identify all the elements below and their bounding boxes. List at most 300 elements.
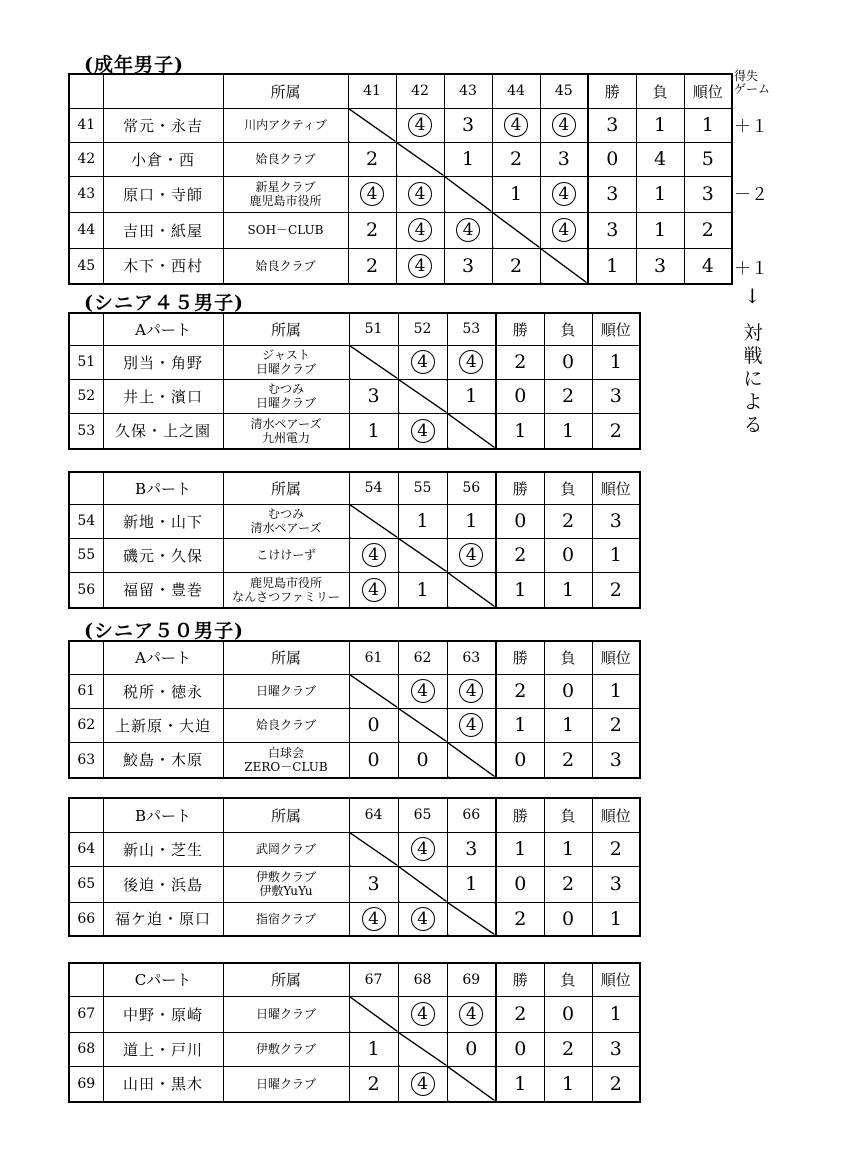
score-win-cell	[540, 212, 588, 248]
game-diff-label-line1: 得失	[734, 69, 759, 83]
wins-value: 2	[496, 538, 544, 572]
player-affiliation	[223, 248, 348, 284]
circled-score: 4	[362, 578, 386, 602]
player-names: 木下・西村	[103, 248, 223, 284]
player-affiliation	[223, 674, 349, 708]
header-part	[103, 74, 223, 108]
affiliation-line: 新星クラブ	[255, 180, 316, 194]
player-names: 税所・徳永	[103, 674, 223, 708]
table-row	[69, 176, 732, 212]
score-win-cell	[398, 345, 447, 379]
player-number: 56	[69, 572, 103, 608]
header-rank: 順位	[684, 74, 732, 108]
self-match-cell	[398, 866, 447, 902]
header-losses: 負	[544, 963, 592, 996]
player-names: 中野・原崎	[103, 996, 223, 1032]
table-row	[69, 902, 640, 936]
self-match-cell	[349, 674, 398, 708]
self-match-cell	[398, 708, 447, 742]
affiliation-line: 武岡クラブ	[255, 842, 316, 856]
circled-score: 4	[459, 713, 483, 737]
rank-value: 1	[684, 108, 732, 142]
losses-value: 0	[544, 902, 592, 936]
affiliation-line: なんさつファミリー	[232, 589, 340, 604]
circled-score: 4	[362, 907, 386, 931]
header-opponent-number: 69	[447, 963, 496, 996]
score-cell: 1	[398, 504, 447, 538]
player-affiliation	[223, 1066, 349, 1102]
header-num-cell	[69, 963, 103, 996]
affiliation-line: 白球会	[267, 745, 304, 760]
player-affiliation	[223, 176, 348, 212]
player-names: 新地・山下	[103, 504, 223, 538]
score-cell: 2	[492, 142, 540, 176]
header-part: Bパート	[103, 798, 223, 832]
player-affiliation	[223, 742, 349, 778]
score-win-cell	[447, 538, 496, 572]
score-cell: 0	[447, 1032, 496, 1066]
score-cell: 1	[349, 413, 398, 449]
header-opponent-number: 68	[398, 963, 447, 996]
header-opponent-number: 67	[349, 963, 398, 996]
table-row	[69, 1032, 640, 1066]
circled-score: 4	[552, 113, 576, 137]
table-row	[69, 379, 640, 413]
affiliation-line: 姶良クラブ	[255, 152, 316, 166]
player-names: 原口・寺師	[103, 176, 223, 212]
player-affiliation	[223, 345, 349, 379]
player-names: 福ケ迫・原口	[103, 902, 223, 936]
table-row	[69, 572, 640, 608]
score-cell: 2	[492, 248, 540, 284]
header-rank: 順位	[592, 798, 640, 832]
header-opponent-number: 66	[447, 798, 496, 832]
rank-value: 2	[592, 572, 640, 608]
rank-value: 3	[592, 742, 640, 778]
score-cell: 1	[349, 1032, 398, 1066]
header-num-cell	[69, 472, 103, 504]
header-num-cell	[69, 798, 103, 832]
wins-value: 1	[496, 1066, 544, 1102]
header-opponent-number: 42	[396, 74, 444, 108]
rank-value: 3	[592, 504, 640, 538]
player-names: 小倉・西	[103, 142, 223, 176]
player-number: 44	[69, 212, 103, 248]
losses-value: 0	[544, 345, 592, 379]
losses-value: 2	[544, 504, 592, 538]
header-part: Bパート	[103, 472, 223, 504]
header-opponent-number: 45	[540, 74, 588, 108]
rank-value: 1	[592, 538, 640, 572]
self-match-cell	[396, 142, 444, 176]
player-number: 52	[69, 379, 103, 413]
player-names: 道上・戸川	[103, 1032, 223, 1066]
self-match-cell	[447, 742, 496, 778]
player-names: 鮫島・木原	[103, 742, 223, 778]
self-match-cell	[349, 345, 398, 379]
self-match-cell	[492, 212, 540, 248]
header-part: Cパート	[103, 963, 223, 996]
header-opponent-number: 53	[447, 313, 496, 345]
score-cell: 1	[447, 866, 496, 902]
player-affiliation	[223, 572, 349, 608]
player-names: 新山・芝生	[103, 832, 223, 866]
circled-score: 4	[552, 182, 576, 206]
score-win-cell	[447, 345, 496, 379]
down-arrow-icon: ↓	[744, 284, 761, 308]
wins-value: 1	[496, 413, 544, 449]
score-win-cell	[396, 176, 444, 212]
circled-score: 4	[411, 679, 435, 703]
affiliation-line: むつみ	[267, 382, 304, 396]
player-affiliation	[223, 413, 349, 449]
score-cell: 2	[349, 1066, 398, 1102]
header-rank: 順位	[592, 963, 640, 996]
tiebreak-char: 対	[743, 322, 763, 344]
header-wins: 勝	[496, 641, 544, 674]
header-num-cell	[69, 641, 103, 674]
player-affiliation	[223, 108, 348, 142]
player-affiliation	[223, 504, 349, 538]
score-cell: 1	[398, 572, 447, 608]
self-match-cell	[398, 379, 447, 413]
wins-value: 3	[588, 176, 636, 212]
score-cell: 1	[447, 504, 496, 538]
affiliation-line: ジャスト	[262, 348, 310, 362]
score-win-cell	[540, 176, 588, 212]
losses-value: 2	[544, 866, 592, 902]
header-wins: 勝	[496, 798, 544, 832]
header-opponent-number: 43	[444, 74, 492, 108]
affiliation-line: 川内アクティブ	[244, 118, 327, 132]
losses-value: 2	[544, 1032, 592, 1066]
wins-value: 1	[496, 832, 544, 866]
player-number: 69	[69, 1066, 103, 1102]
affiliation-line: 姶良クラブ	[255, 258, 316, 273]
circled-score: 4	[459, 543, 483, 567]
header-losses: 負	[636, 74, 684, 108]
header-affiliation: 所属	[223, 74, 348, 108]
header-losses: 負	[544, 798, 592, 832]
table-row	[69, 742, 640, 778]
player-number: 61	[69, 674, 103, 708]
header-opponent-number: 56	[447, 472, 496, 504]
score-win-cell	[398, 1066, 447, 1102]
table-row	[69, 345, 640, 379]
circled-score: 4	[459, 1002, 483, 1026]
header-rank: 順位	[592, 313, 640, 345]
header-affiliation: 所属	[223, 641, 349, 674]
affiliation-line: 指宿クラブ	[255, 911, 316, 926]
wins-value: 0	[496, 379, 544, 413]
score-cell: 3	[447, 832, 496, 866]
table-row	[69, 996, 640, 1032]
self-match-cell	[447, 1066, 496, 1102]
header-affiliation: 所属	[223, 963, 349, 996]
self-match-cell	[444, 176, 492, 212]
affiliation-line: 日曜クラブ	[255, 396, 316, 410]
rank-value: 2	[592, 1066, 640, 1102]
affiliation-line: 日曜クラブ	[255, 684, 316, 698]
score-win-cell	[447, 708, 496, 742]
player-affiliation	[223, 708, 349, 742]
wins-value: 0	[496, 866, 544, 902]
losses-value: 2	[544, 742, 592, 778]
table-row	[69, 1066, 640, 1102]
score-win-cell	[398, 902, 447, 936]
game-diff-label-line2: ゲーム	[734, 82, 771, 96]
header-affiliation: 所属	[223, 798, 349, 832]
losses-value: 1	[544, 572, 592, 608]
affiliation-line: 鹿児島市役所	[249, 575, 322, 590]
player-number: 66	[69, 902, 103, 936]
wins-value: 0	[496, 742, 544, 778]
score-win-cell	[444, 212, 492, 248]
player-number: 41	[69, 108, 103, 142]
losses-value: 2	[544, 379, 592, 413]
losses-value: 1	[544, 413, 592, 449]
affiliation-line: SOH－CLUB	[247, 223, 324, 237]
player-number: 63	[69, 742, 103, 778]
player-affiliation	[223, 212, 348, 248]
losses-value: 0	[544, 996, 592, 1032]
circled-score: 4	[411, 837, 435, 861]
score-win-cell	[349, 902, 398, 936]
score-cell: 1	[444, 142, 492, 176]
circled-score: 4	[411, 907, 435, 931]
player-number: 53	[69, 413, 103, 449]
player-names: 上新原・大迫	[103, 708, 223, 742]
round-robin-table	[68, 73, 733, 285]
round-robin-table	[68, 312, 641, 450]
round-robin-table	[68, 640, 641, 779]
losses-value: 1	[544, 708, 592, 742]
rank-value: 2	[592, 832, 640, 866]
self-match-cell	[349, 832, 398, 866]
score-win-cell	[398, 413, 447, 449]
player-names: 吉田・紙屋	[103, 212, 223, 248]
header-num-cell	[69, 313, 103, 345]
table-row	[69, 142, 732, 176]
rank-value: 2	[684, 212, 732, 248]
self-match-cell	[349, 504, 398, 538]
wins-value: 3	[588, 212, 636, 248]
player-affiliation	[223, 866, 349, 902]
player-names: 井上・濱口	[103, 379, 223, 413]
tiebreak-char: に	[743, 368, 763, 390]
section-title-adult-men: (成年男子)	[84, 54, 184, 76]
game-diff-41: ＋１	[734, 117, 768, 137]
rank-value: 3	[592, 866, 640, 902]
wins-value: 2	[496, 996, 544, 1032]
table-row	[69, 108, 732, 142]
header-losses: 負	[544, 641, 592, 674]
wins-value: 1	[496, 572, 544, 608]
wins-value: 1	[496, 708, 544, 742]
affiliation-line: 伊敷クラブ	[255, 1042, 316, 1056]
player-names: 福留・豊巻	[103, 572, 223, 608]
player-affiliation	[223, 379, 349, 413]
header-wins: 勝	[588, 74, 636, 108]
score-win-cell	[349, 572, 398, 608]
round-robin-table	[68, 797, 641, 937]
score-cell: 3	[349, 379, 398, 413]
player-number: 68	[69, 1032, 103, 1066]
player-number: 64	[69, 832, 103, 866]
score-win-cell	[396, 212, 444, 248]
circled-score: 4	[411, 419, 435, 443]
score-win-cell	[447, 996, 496, 1032]
circled-score: 4	[360, 182, 384, 206]
header-part: Aパート	[103, 313, 223, 345]
player-number: 54	[69, 504, 103, 538]
player-number: 51	[69, 345, 103, 379]
losses-value: 0	[544, 538, 592, 572]
table-row	[69, 413, 640, 449]
header-opponent-number: 52	[398, 313, 447, 345]
header-opponent-number: 61	[349, 641, 398, 674]
wins-value: 2	[496, 674, 544, 708]
circled-score: 4	[408, 218, 432, 242]
player-affiliation	[223, 832, 349, 866]
player-number: 42	[69, 142, 103, 176]
player-names: 久保・上之園	[103, 413, 223, 449]
rank-value: 3	[592, 1032, 640, 1066]
affiliation-line: 鹿児島市役所	[249, 194, 322, 208]
score-win-cell	[396, 108, 444, 142]
header-opponent-number: 51	[349, 313, 398, 345]
tiebreak-char: 戦	[743, 345, 763, 367]
wins-value: 0	[588, 142, 636, 176]
self-match-cell	[348, 108, 396, 142]
header-affiliation: 所属	[223, 472, 349, 504]
table-row	[69, 674, 640, 708]
tiebreak-char: る	[743, 414, 763, 436]
table-row	[69, 708, 640, 742]
header-losses: 負	[544, 472, 592, 504]
circled-score: 4	[411, 350, 435, 374]
player-names: 山田・黒木	[103, 1066, 223, 1102]
score-cell: 1	[447, 379, 496, 413]
header-opponent-number: 55	[398, 472, 447, 504]
rank-value: 4	[684, 248, 732, 284]
self-match-cell	[349, 996, 398, 1032]
player-names: 後迫・浜島	[103, 866, 223, 902]
round-robin-table	[68, 962, 641, 1103]
rank-value: 1	[592, 902, 640, 936]
tiebreak-note	[741, 322, 765, 437]
circled-score: 4	[408, 182, 432, 206]
circled-score: 4	[459, 350, 483, 374]
player-number: 43	[69, 176, 103, 212]
self-match-cell	[540, 248, 588, 284]
rank-value: 3	[592, 379, 640, 413]
score-win-cell	[396, 248, 444, 284]
score-cell: 2	[348, 142, 396, 176]
score-cell: 0	[349, 708, 398, 742]
player-affiliation	[223, 902, 349, 936]
header-part: Aパート	[103, 641, 223, 674]
header-affiliation: 所属	[223, 313, 349, 345]
table-row	[69, 866, 640, 902]
tiebreak-char: よ	[743, 391, 763, 413]
wins-value: 0	[496, 504, 544, 538]
rank-value: 1	[592, 345, 640, 379]
table-row	[69, 212, 732, 248]
affiliation-line: 姶良クラブ	[255, 718, 316, 732]
header-opponent-number: 65	[398, 798, 447, 832]
player-affiliation	[223, 538, 349, 572]
player-number: 45	[69, 248, 103, 284]
self-match-cell	[398, 538, 447, 572]
table-row	[69, 832, 640, 866]
circled-score: 4	[552, 218, 576, 242]
self-match-cell	[398, 1032, 447, 1066]
score-win-cell	[398, 996, 447, 1032]
section-title-senior45-men: (シニア４５男子)	[84, 292, 244, 314]
affiliation-line: 日曜クラブ	[255, 1007, 316, 1021]
score-cell: 2	[348, 248, 396, 284]
self-match-cell	[447, 572, 496, 608]
player-names: 常元・永吉	[103, 108, 223, 142]
score-cell: 3	[349, 866, 398, 902]
score-win-cell	[348, 176, 396, 212]
affiliation-line: 清水ペアーズ	[250, 416, 322, 431]
score-cell: 0	[398, 742, 447, 778]
score-cell: 0	[349, 742, 398, 778]
table-row	[69, 538, 640, 572]
player-number: 67	[69, 996, 103, 1032]
score-win-cell	[398, 674, 447, 708]
header-wins: 勝	[496, 472, 544, 504]
header-losses: 負	[544, 313, 592, 345]
header-wins: 勝	[496, 313, 544, 345]
game-diff-45: ＋１	[734, 259, 768, 279]
score-win-cell	[540, 108, 588, 142]
affiliation-line: 九州電力	[261, 430, 310, 445]
losses-value: 1	[636, 212, 684, 248]
rank-value: 5	[684, 142, 732, 176]
score-cell: 3	[444, 108, 492, 142]
score-cell: 3	[444, 248, 492, 284]
rank-value: 2	[592, 413, 640, 449]
affiliation-line: 日曜クラブ	[255, 1076, 316, 1091]
rank-value: 2	[592, 708, 640, 742]
wins-value: 3	[588, 108, 636, 142]
score-cell: 1	[492, 176, 540, 212]
circled-score: 4	[362, 543, 386, 567]
affiliation-line: むつみ	[267, 507, 304, 521]
affiliation-line: ZERO－CLUB	[244, 759, 328, 774]
header-wins: 勝	[496, 963, 544, 996]
round-robin-table	[68, 471, 641, 609]
player-affiliation	[223, 996, 349, 1032]
affiliation-line: 日曜クラブ	[255, 362, 316, 376]
game-diff-43: －２	[734, 185, 768, 205]
wins-value: 0	[496, 1032, 544, 1066]
header-rank: 順位	[592, 641, 640, 674]
circled-score: 4	[411, 1072, 435, 1096]
rank-value: 1	[592, 674, 640, 708]
wins-value: 2	[496, 902, 544, 936]
player-number: 55	[69, 538, 103, 572]
header-opponent-number: 44	[492, 74, 540, 108]
affiliation-line: こけけーず	[256, 548, 316, 562]
wins-value: 2	[496, 345, 544, 379]
self-match-cell	[447, 413, 496, 449]
header-opponent-number: 63	[447, 641, 496, 674]
circled-score: 4	[411, 1002, 435, 1026]
